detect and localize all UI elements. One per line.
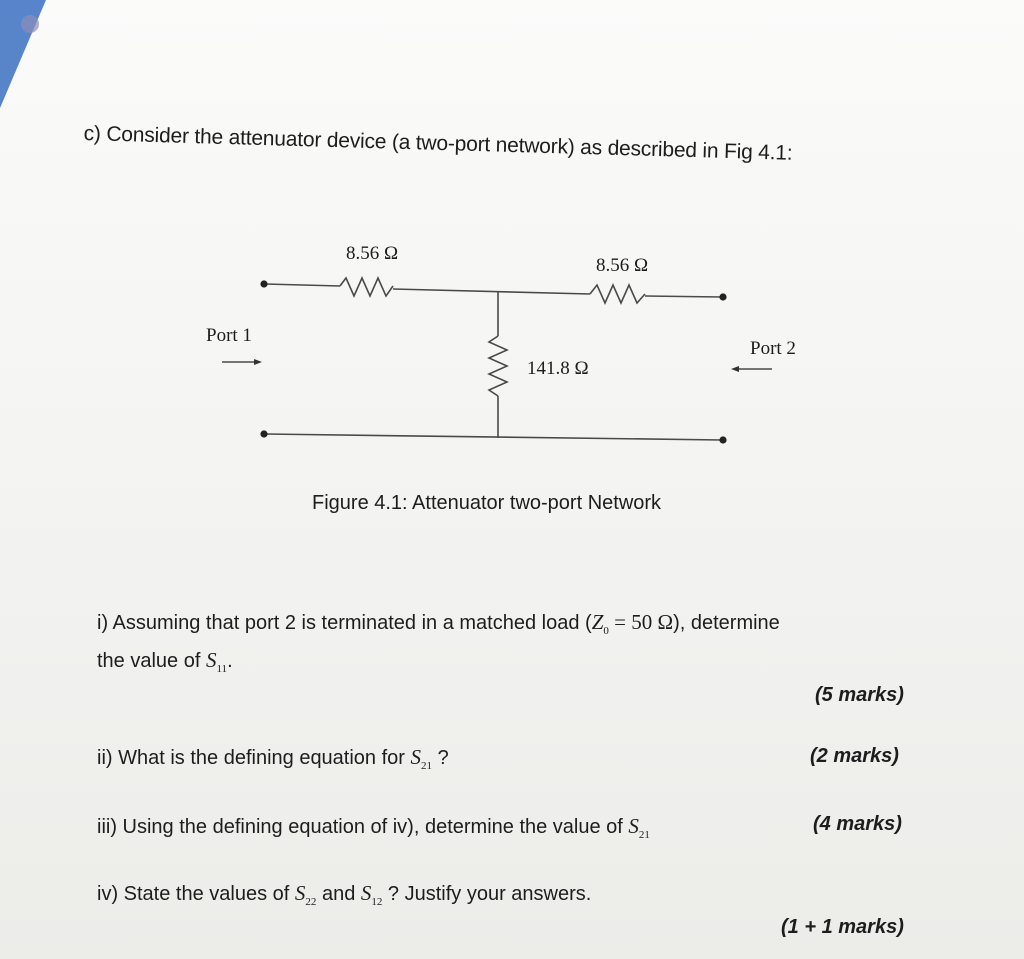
s22-symbol: S bbox=[294, 881, 306, 905]
question-iv-text-b: ? Justify your answers. bbox=[382, 883, 592, 905]
resistor-r3 bbox=[489, 336, 507, 396]
question-iii-text-a: iii) Using the defining equation of iv), determine the value of bbox=[97, 816, 629, 838]
s12-subscript: 12 bbox=[371, 896, 383, 908]
r1-label: 8.56 Ω bbox=[346, 243, 399, 264]
question-heading: c) Consider the attenuator device (a two-port network) as described in Fig 4.1: bbox=[83, 122, 793, 165]
figure-caption: Figure 4.1: Attenuator two-port Network bbox=[312, 492, 662, 514]
top-left-wire bbox=[265, 284, 340, 286]
s21-symbol: S bbox=[410, 745, 422, 769]
question-i-text-b: ), determine bbox=[673, 612, 780, 634]
port1-label: Port 1 bbox=[206, 325, 252, 346]
question-iii bbox=[97, 814, 650, 841]
terminal-top-right bbox=[719, 293, 726, 300]
s22-subscript: 22 bbox=[305, 896, 317, 908]
z0-value: = 50 Ω bbox=[608, 610, 674, 634]
resistor-r1 bbox=[340, 278, 393, 296]
bottom-wire bbox=[265, 434, 722, 440]
question-ii bbox=[97, 745, 449, 772]
port1-arrowhead bbox=[254, 359, 262, 365]
question-iii-marks: (4 marks) bbox=[813, 813, 902, 835]
terminal-bottom-right bbox=[719, 436, 726, 443]
s12-symbol: S bbox=[360, 881, 372, 905]
z0-symbol: Z bbox=[591, 610, 604, 634]
question-ii-marks: (2 marks) bbox=[810, 745, 899, 767]
s21-subscript-iii: 21 bbox=[638, 829, 650, 841]
terminal-top-left bbox=[260, 280, 267, 287]
s21-symbol-iii: S bbox=[628, 814, 639, 838]
question-i-line1 bbox=[97, 610, 780, 637]
question-i-line2 bbox=[97, 648, 233, 675]
question-ii-text-a: ii) What is the defining equation for bbox=[97, 747, 411, 769]
r3-label: 141.8 Ω bbox=[527, 358, 589, 379]
port2-arrowhead bbox=[731, 366, 739, 372]
s11-subscript: 11 bbox=[216, 663, 228, 675]
question-i-marks: (5 marks) bbox=[815, 684, 904, 706]
question-i-period: . bbox=[227, 650, 233, 672]
terminal-bottom-left bbox=[260, 430, 267, 437]
question-iv-and: and bbox=[316, 883, 361, 905]
question-ii-text-b: ? bbox=[432, 747, 449, 769]
top-right-wire bbox=[645, 296, 722, 297]
s21-subscript: 21 bbox=[421, 760, 433, 772]
r2-label: 8.56 Ω bbox=[596, 255, 649, 276]
top-middle-wire bbox=[393, 289, 590, 294]
question-iv-text-a: iv) State the values of bbox=[97, 883, 295, 905]
question-iv-marks: (1 + 1 marks) bbox=[781, 916, 904, 938]
question-iv bbox=[97, 881, 591, 908]
resistor-r2 bbox=[590, 285, 645, 303]
question-i-text-a: i) Assuming that port 2 is terminated in a matched load ( bbox=[97, 612, 592, 634]
port2-label: Port 2 bbox=[750, 338, 796, 359]
question-i-line2-text: the value of bbox=[97, 650, 206, 672]
z0-subscript: 0 bbox=[603, 625, 609, 637]
s11-symbol: S bbox=[205, 648, 217, 672]
